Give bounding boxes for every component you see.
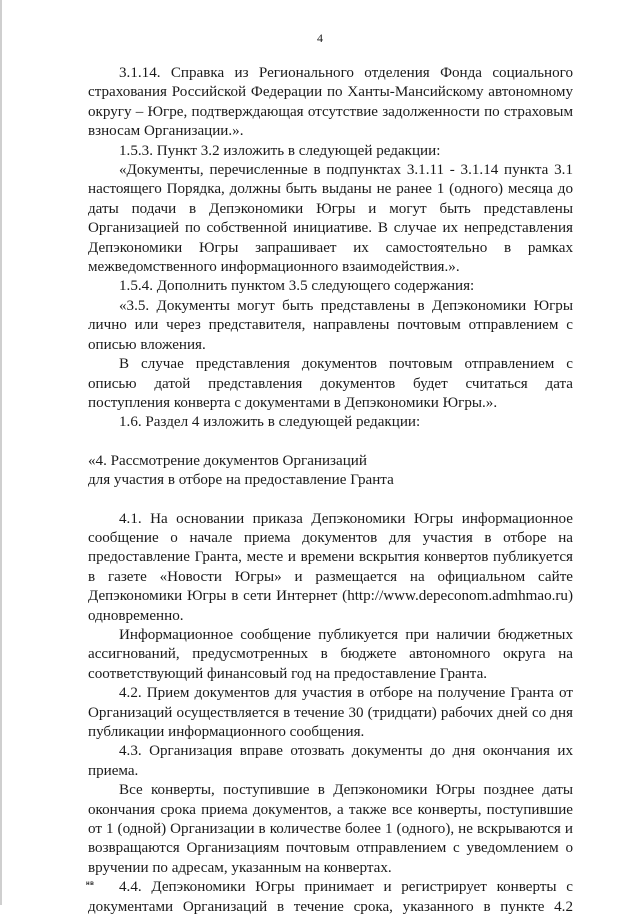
paragraph-4-3: 4.3. Организация вправе отозвать документы до дня окончания их приема.: [88, 743, 573, 779]
paragraph-3-1-14: 3.1.14. Справка из Регионального отделения Фонда социального страхования Российской Федерации по Ханты-Мансийскому автономному округу – Югре, подтверждающая отсутствие задолженности по страховым взносам Организации.».: [88, 65, 573, 140]
paragraph-1-6: 1.6. Раздел 4 изложить в следующей редакции:: [119, 414, 421, 431]
paragraph-postal-submission: В случае представления документов почтовым отправлением с описью датой представления документов будет считаться дата поступления конверта с документами в Депэкономики Югры.».: [88, 356, 573, 411]
paragraph-3-5-text: «3.5. Документы могут быть представлены в Депэкономики Югры лично или через представителя, направлены почтовым отправлением с описью вложения.: [88, 297, 573, 353]
paragraph-1-5-3: 1.5.3. Пункт 3.2 изложить в следующей редакции:: [119, 142, 441, 159]
paragraph-info-message: Информационное сообщение публикуется при наличии бюджетных ассигнований, предусмотренных в бюджете автономного округа на соответствующий финансовый год на предоставление Гранта.: [88, 626, 573, 682]
document-body: [88, 64, 573, 917]
section-4-heading-line2: для участия в отборе на предоставление Гранта: [88, 472, 394, 489]
paragraph-4-4: 4.4. Депэкономики Югры принимает и регистрирует конверты с документами Организаций в течение срока, указанного в пункте 4.2: [88, 879, 573, 915]
paragraph-4-2: 4.2. Прием документов для участия в отборе на получение Гранта от Организаций осуществляется в течение 30 (тридцати) рабочих дней со дня публикации информационного сообщения.: [88, 685, 573, 740]
paragraph-envelopes: Все конверты, поступившие в Депэкономики Югры позднее даты окончания срока приема документов, а также все конверты, поступившие от 1 (одной) Организации в количестве более 1 (одного), не вскрываются и возвращаются Организациям почтовым отправлением с уведомлением о вручении по адресам, указанным на конвертах.: [88, 782, 573, 876]
scan-edge: [0, 0, 2, 905]
section-4-heading: [88, 452, 573, 491]
paragraph-3-2-text: «Документы, перечисленные в подпунктах 3.1.11 - 3.1.14 пункта 3.1 настоящего Порядка, должны быть выданы не ранее 1 (одного) месяца до даты подачи в Депэкономики Югры и могут быть представлены Организацией по собственной инициативе. В случае их непредставления Депэкономики Югры запрашивает их самостоятельно в рамках межведомственного информационного взаимодействия.».: [88, 162, 573, 276]
page-number: 4: [317, 31, 323, 45]
paragraph-4-1: 4.1. На основании приказа Депэкономики Югры информационное сообщение о начале приема документов для участия в отборе на предоставление Гранта, месте и времени вскрытия конвертов публикуется в газете «Новости Югры» и размещается на официальном сайте Депэкономики Югры в сети Интернет (http://www.depeconom.admhmao.ru) одновременно.: [88, 510, 573, 624]
paragraph-1-5-4: 1.5.4. Дополнить пунктом 3.5 следующего содержания:: [119, 278, 475, 295]
footer-code: нв: [86, 881, 95, 887]
section-4-heading-line1: «4. Рассмотрение документов Организаций: [88, 452, 367, 469]
